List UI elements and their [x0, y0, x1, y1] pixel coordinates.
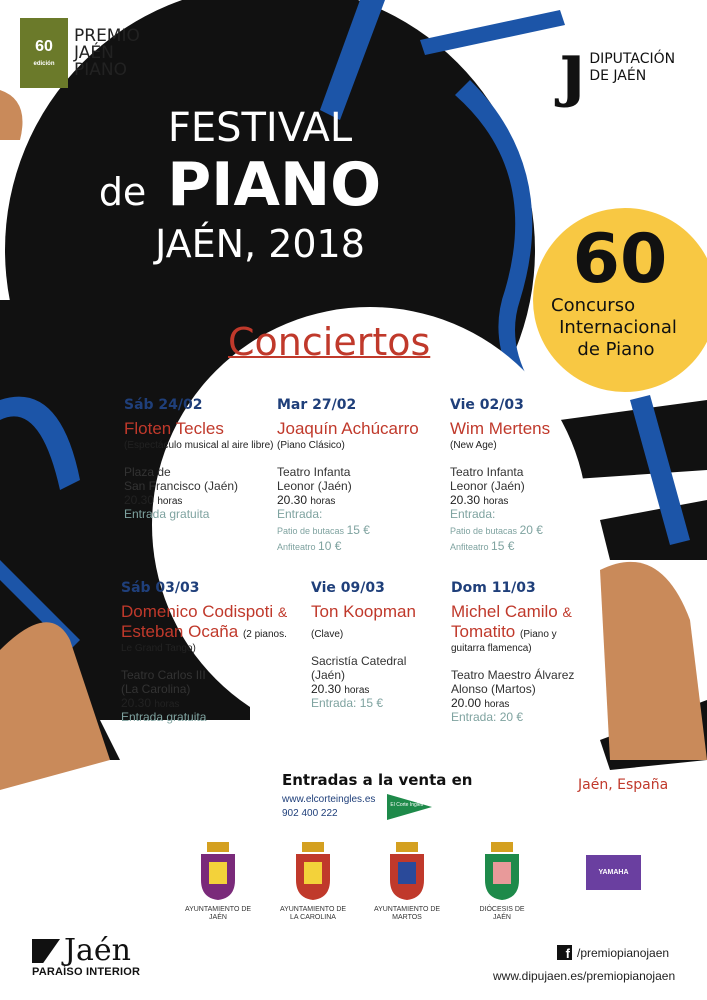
jaen-brand-logo	[32, 933, 141, 978]
jaen-brand-name: Jaén	[64, 933, 131, 968]
logo-line: JAÉN	[74, 42, 114, 63]
festival-piano-line	[60, 152, 420, 225]
concert-entry	[121, 580, 301, 724]
concert-time: 20.30	[121, 696, 152, 710]
diputacion-j-icon: ȷ	[560, 26, 586, 109]
concert-entry-price: Entrada gratuita	[124, 507, 210, 521]
festival-de: de	[98, 170, 147, 214]
sponsor-name: AYUNTAMIENTO DE	[373, 906, 441, 913]
price-value: 20 €	[519, 523, 543, 537]
sponsor-name: AYUNTAMIENTO DE	[279, 906, 347, 913]
concert-artist-2: Tomatito	[451, 622, 516, 641]
concert-date: Sáb 24/02	[124, 397, 203, 413]
concurso-line: Concurso	[551, 295, 636, 316]
sponsor-crest	[369, 840, 445, 922]
concert-artist: Joaquín Achúcarro	[277, 419, 419, 438]
time-unit: horas	[344, 685, 370, 696]
concert-entry	[277, 397, 427, 553]
sponsor-name: AYUNTAMIENTO DE	[184, 906, 252, 913]
tickets-title: Entradas a la venta en	[282, 771, 473, 789]
concert-venue: Teatro Carlos III	[121, 668, 206, 682]
concert-venue: Leonor (Jaén)	[450, 478, 525, 493]
festival-title: FESTIVAL	[167, 105, 353, 151]
concert-entry-price: Entrada gratuita	[121, 710, 207, 724]
logo-line: PREMIO	[74, 25, 140, 46]
concert-venue: Plaza de	[124, 465, 171, 479]
logo-number: 60	[35, 38, 53, 55]
yamaha-logo: YAMAHA	[586, 855, 641, 890]
sponsor-crest	[464, 840, 540, 922]
sponsor-crest	[275, 840, 351, 922]
tickets-phone: 902 400 222	[282, 808, 338, 819]
concert-venue: (La Carolina)	[121, 681, 191, 696]
concert-artist: Wim Mertens	[450, 419, 551, 438]
time-unit: horas	[154, 699, 180, 710]
price-label: Patio de butacas	[450, 526, 518, 536]
concert-entry-price: Entrada: 20 €	[451, 710, 524, 724]
concert-artist: Ton Koopman	[311, 602, 416, 621]
premio-jaen-piano-logo	[20, 18, 140, 88]
sponsor-name: LA CAROLINA	[290, 914, 336, 921]
concert-artist: Domenico Codispoti	[121, 602, 274, 621]
facebook-link[interactable]	[557, 945, 669, 960]
tickets-info	[282, 771, 472, 821]
concert-venue: Teatro Maestro Álvarez	[451, 668, 575, 682]
concert-artist-2: Esteban Ocaña	[121, 622, 239, 641]
concurso-number: 60	[572, 220, 668, 299]
concert-time: 20.30	[450, 493, 481, 507]
concert-date: Mar 27/02	[277, 397, 357, 413]
price-value: 10 €	[318, 539, 342, 553]
time-unit: horas	[483, 496, 509, 507]
price-value: 15 €	[491, 539, 515, 553]
concert-description: (Piano y	[519, 629, 557, 640]
price-value: 15 €	[346, 523, 370, 537]
store-logo-text: El Corte Inglés	[390, 802, 424, 808]
concert-entry	[451, 580, 611, 724]
diputacion-line: DIPUTACIÓN	[589, 51, 676, 67]
tickets-url[interactable]: www.elcorteingles.es	[282, 794, 376, 805]
concert-entry	[311, 580, 461, 710]
price-label: Patio de butacas	[277, 526, 345, 536]
concert-description: (Piano Clásico)	[277, 440, 345, 451]
concert-time: 20.30	[277, 493, 308, 507]
concert-entry	[450, 397, 600, 553]
price-label: Anfiteatro	[277, 542, 316, 552]
time-unit: horas	[310, 496, 336, 507]
concert-time: 20.30	[124, 493, 155, 507]
concert-venue: (Jaén)	[311, 667, 346, 682]
sponsor-name: JAÉN	[209, 914, 227, 921]
concert-venue: Alonso (Martos)	[451, 681, 536, 696]
facebook-icon: f	[557, 945, 572, 960]
coat-of-arms-icon	[382, 840, 432, 902]
concert-date: Vie 09/03	[311, 580, 385, 596]
concurso-line: Internacional	[559, 317, 677, 338]
diputacion-logo	[560, 26, 676, 109]
concert-date: Dom 11/03	[451, 580, 536, 596]
concert-venue: Teatro Infanta	[450, 465, 524, 479]
concert-entry-price: Entrada: 15 €	[311, 696, 384, 710]
concert-date: Sáb 03/03	[121, 580, 200, 596]
concert-venue: Teatro Infanta	[277, 465, 351, 479]
concert-venue: San Francisco (Jaén)	[124, 478, 239, 493]
concert-description: (Clave)	[311, 629, 344, 640]
concert-time: 20.00	[451, 696, 482, 710]
facebook-handle: /premiopianojaen	[577, 945, 670, 960]
price-label: Anfiteatro	[450, 542, 489, 552]
el-corte-ingles-logo	[387, 794, 432, 820]
concert-entry-price: Entrada:	[450, 507, 496, 521]
sponsor-name: MARTOS	[392, 914, 422, 921]
jaen-mark-icon	[32, 939, 60, 963]
sponsor-crest	[180, 840, 256, 922]
concurso-line: de Piano	[577, 339, 655, 360]
logo-60-badge	[20, 18, 68, 88]
festival-year: JAÉN, 2018	[155, 222, 365, 266]
logo-sub: edición	[33, 61, 55, 67]
artist-ampersand: &	[562, 604, 572, 620]
time-unit: horas	[157, 496, 183, 507]
diputacion-line: DE JAÉN	[589, 68, 647, 84]
concert-description-2: guitarra flamenca)	[451, 643, 532, 654]
location: Jaén, España	[578, 777, 669, 793]
coat-of-arms-icon	[193, 840, 243, 902]
time-unit: horas	[484, 699, 510, 710]
concert-artist: Michel Camilo	[451, 602, 558, 621]
sponsor-name: DIÓCESIS DE	[479, 906, 525, 913]
concert-entry-price: Entrada:	[277, 507, 323, 521]
coat-of-arms-icon	[288, 840, 338, 902]
sponsor-name: JAÉN	[493, 914, 511, 921]
concert-venue: Leonor (Jaén)	[277, 478, 352, 493]
concert-description-2: Le Grand Tango)	[121, 643, 196, 654]
website-link[interactable]: www.dipujaen.es/premiopianojaen	[493, 969, 676, 983]
coat-of-arms-icon	[477, 840, 527, 902]
concert-entry	[124, 397, 274, 521]
festival-piano: PIANO	[167, 150, 382, 220]
concurso-badge	[535, 220, 707, 361]
concert-venue: Sacristía Catedral	[311, 654, 407, 668]
concert-description: (New Age)	[450, 440, 497, 451]
concert-artist: Floten Tecles	[124, 419, 224, 438]
concerts-heading: Conciertos	[228, 320, 431, 364]
jaen-brand-tagline: PARAÍSO INTERIOR	[32, 966, 141, 978]
concert-time: 20.30	[311, 682, 342, 696]
concert-date: Vie 02/03	[450, 397, 524, 413]
concert-description: (Espectáculo musical al aire libre)	[124, 440, 274, 451]
logo-line: PIANO	[74, 59, 127, 80]
artist-ampersand: &	[277, 604, 288, 620]
concert-description: (2 pianos.	[242, 629, 287, 640]
